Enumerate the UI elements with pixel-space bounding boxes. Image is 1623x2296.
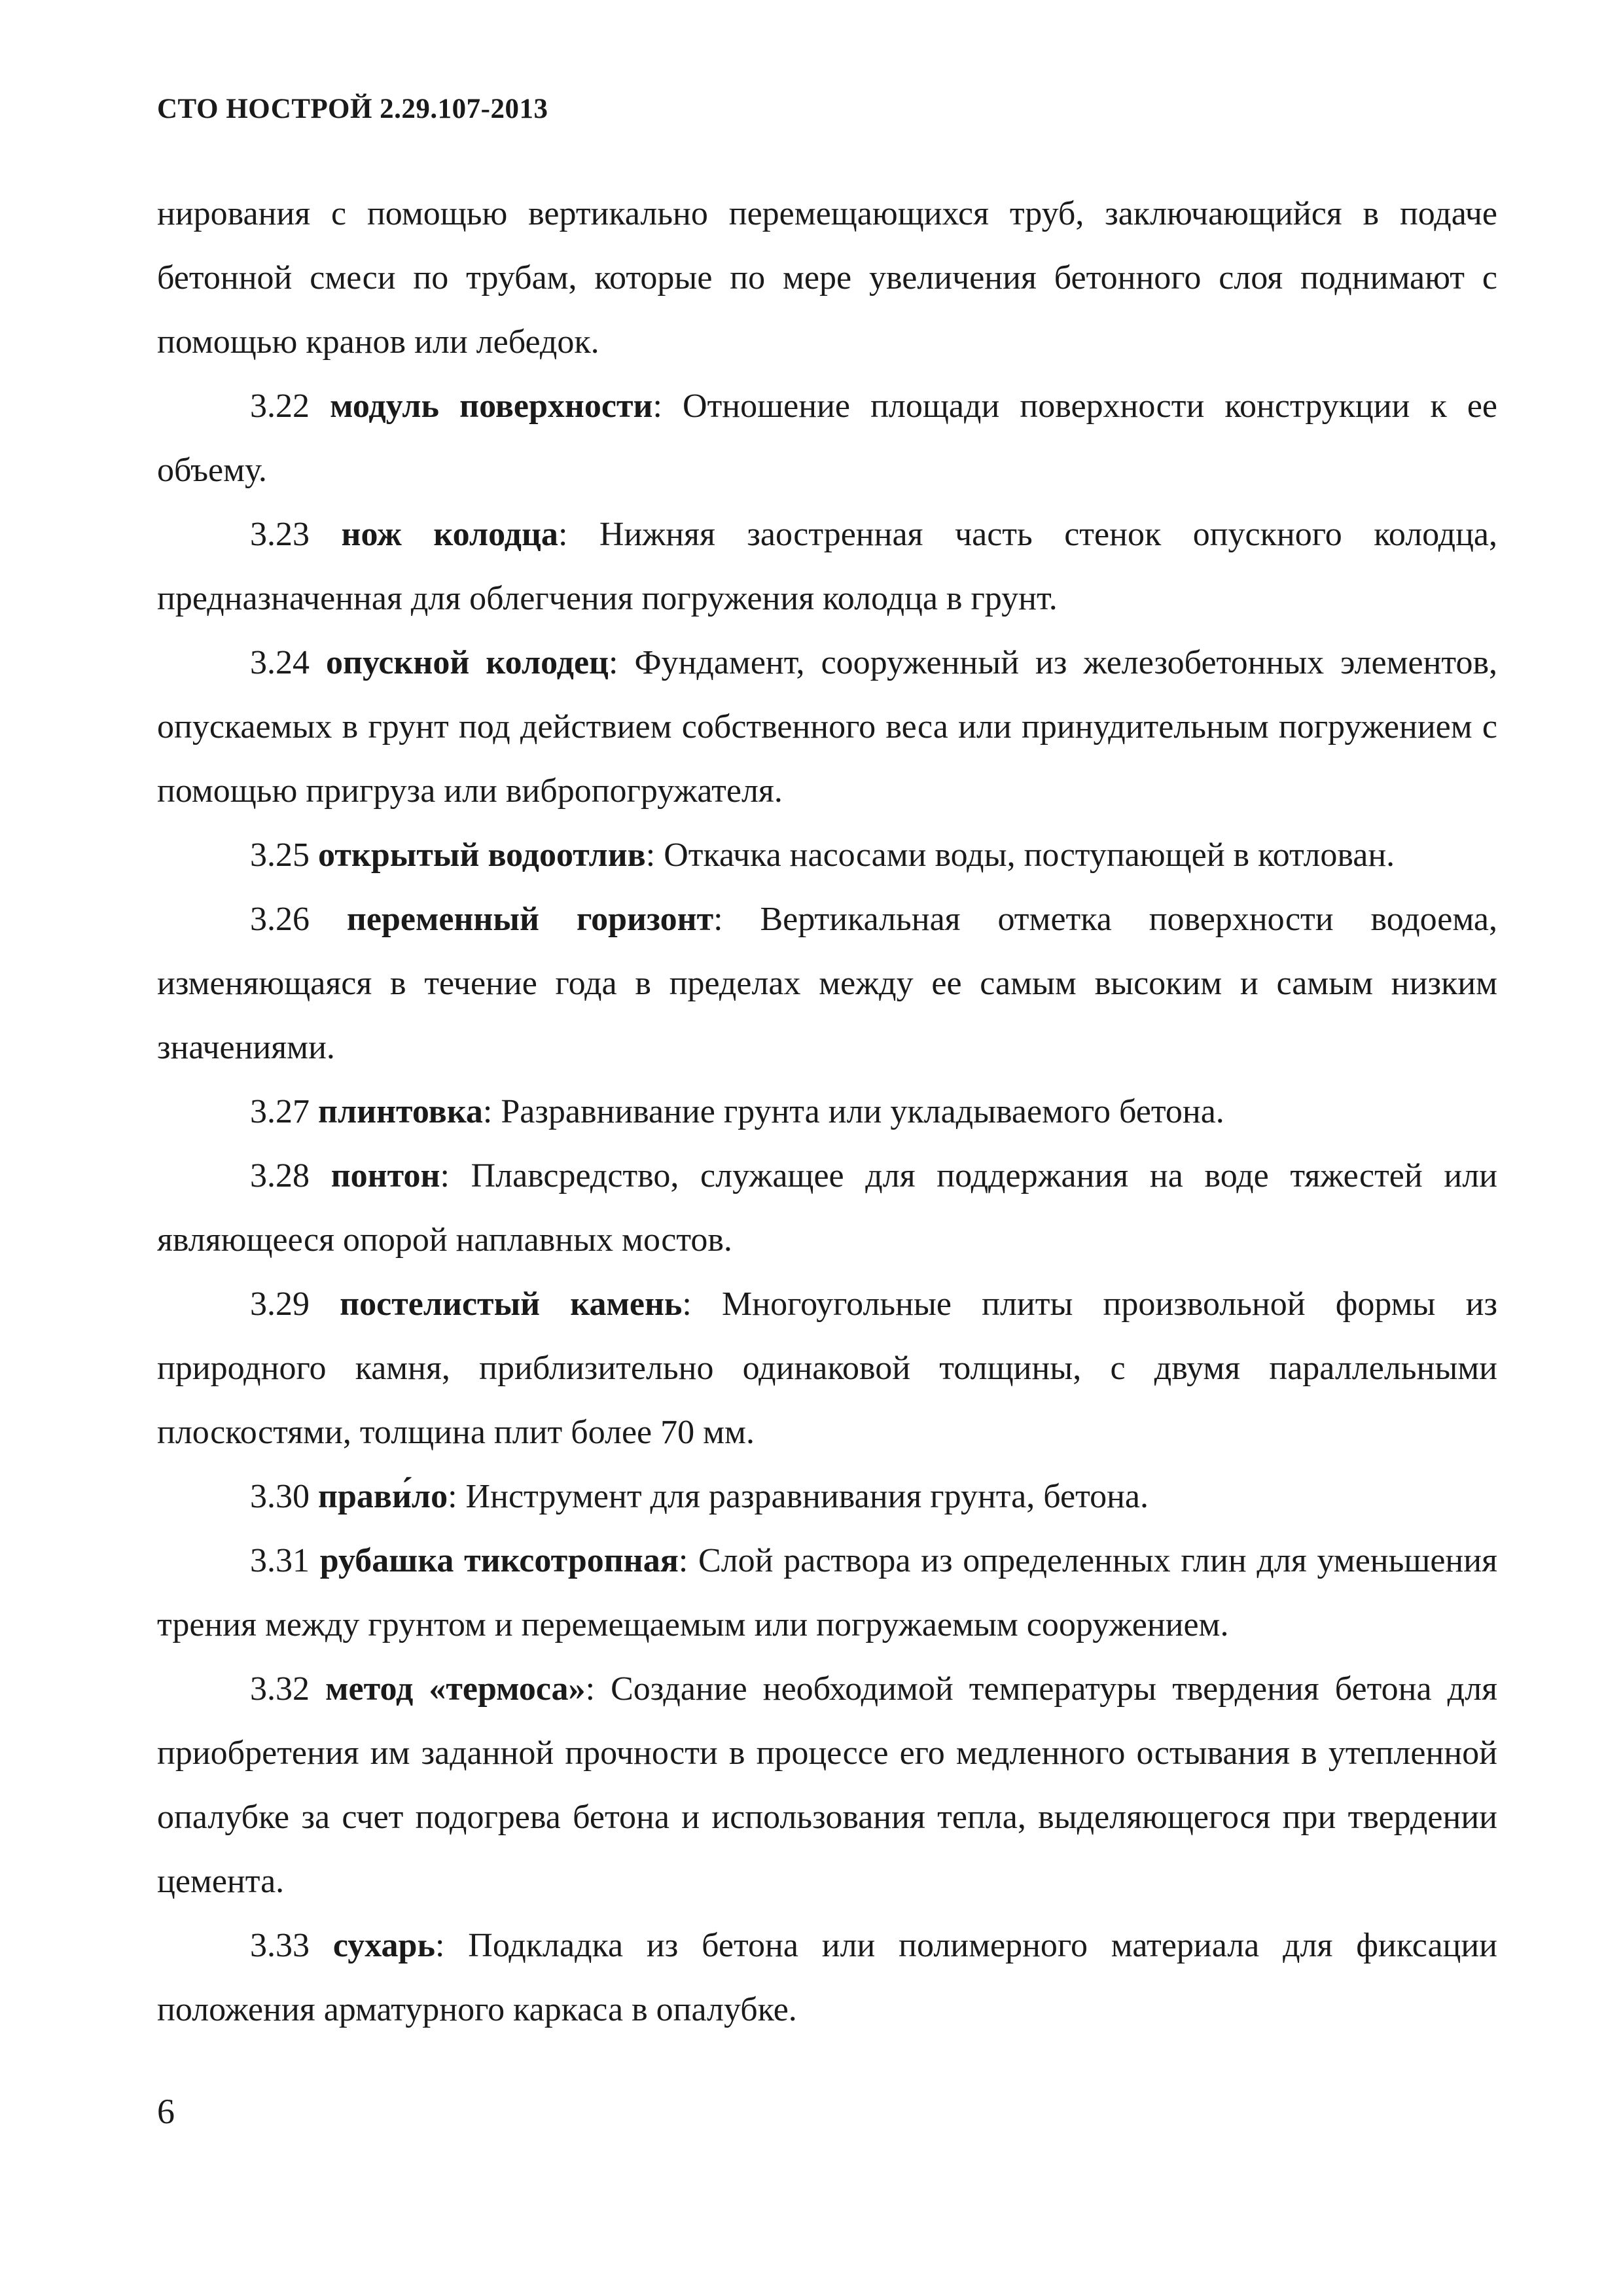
definition-3-33	[157, 1914, 1497, 2042]
definition-3-26	[157, 888, 1497, 1080]
definition-text: : Инструмент для разравнивания грунта, бетона.	[448, 1478, 1149, 1515]
definition-term: переменный горизонт	[346, 901, 714, 938]
definition-term: постелистый камень	[340, 1285, 683, 1323]
definition-number: 3.22	[250, 387, 310, 425]
definition-3-32	[157, 1657, 1497, 1914]
continuation-paragraph: нирования с помощью вертикально перемещающихся труб, заключающийся в подаче бетонной смеси по трубам, которые по мере увеличения бетонного слоя поднимают с помощью кранов или лебедок.	[157, 195, 1497, 361]
definition-term: рубашка тиксотропная	[319, 1542, 679, 1579]
definition-3-24	[157, 631, 1497, 823]
definition-term: прави́ло	[318, 1478, 448, 1515]
definition-term: нож колодца	[341, 516, 558, 553]
definition-3-29	[157, 1272, 1497, 1465]
definition-text: : Подкладка из бетона или полимерного материала для фиксации положения арматурного каркаса в опалубке.	[157, 1927, 1498, 2028]
definition-term: открытый водоотлив	[318, 836, 646, 874]
definition-number: 3.30	[250, 1478, 310, 1515]
definition-3-23	[157, 503, 1497, 631]
definition-text: : Плавсредство, служащее для поддержания на воде тяжестей или являющееся опорой наплавных мостов.	[157, 1157, 1498, 1259]
definition-term: опускной колодец	[326, 644, 609, 681]
definition-3-28	[157, 1144, 1497, 1272]
definition-term: плинтовка	[318, 1093, 483, 1130]
definition-number: 3.31	[250, 1542, 310, 1579]
definition-3-27	[157, 1080, 1497, 1144]
definition-text: : Разравнивание грунта или укладываемого бетона.	[482, 1093, 1224, 1130]
definition-term: понтон	[330, 1157, 440, 1194]
definition-number: 3.23	[250, 516, 310, 553]
definition-term: метод «термоса»	[325, 1670, 586, 1708]
definition-number: 3.24	[250, 644, 310, 681]
definition-3-22	[157, 374, 1497, 503]
definition-3-25	[157, 823, 1497, 888]
definition-term: модуль поверхности	[330, 387, 653, 425]
definition-text: : Откачка насосами воды, поступающей в котлован.	[645, 836, 1395, 874]
definition-3-31	[157, 1529, 1497, 1657]
definition-number: 3.28	[250, 1157, 310, 1194]
definition-number: 3.25	[250, 836, 310, 874]
definition-text: : Создание необходимой температуры твердения бетона для приобретения им заданной прочности в процессе его медленного остывания в утепленной опалубке за счет подогрева бетона и использования тепла, выделяющегося при твердении цемента.	[157, 1670, 1497, 1900]
definition-text: : Нижняя заостренная часть стенок опускного колодца, предназначенная для облегчения погружения колодца в грунт.	[157, 516, 1498, 617]
definition-number: 3.33	[250, 1927, 310, 1964]
definition-number: 3.32	[250, 1670, 310, 1708]
definition-number: 3.29	[250, 1285, 310, 1323]
definition-text: : Фундамент, сооруженный из железобетонных элементов, опускаемых в грунт под действием собственного веса или принудительным погружением с помощью пригруза или вибропогружателя.	[157, 644, 1498, 810]
page-number: 6	[157, 2092, 175, 2131]
definition-text: : Отношение площади поверхности конструкции к ее объему.	[157, 387, 1498, 489]
definition-3-30	[157, 1465, 1497, 1529]
definition-number: 3.26	[250, 901, 310, 938]
document-code-header: СТО НОСТРОЙ 2.29.107-2013	[157, 94, 548, 124]
definition-text: : Вертикальная отметка поверхности водоема, изменяющаяся в течение года в пределах между ее самым высоким и самым низким значениями.	[157, 901, 1498, 1066]
definition-number: 3.27	[250, 1093, 310, 1130]
page-body	[157, 182, 1497, 2042]
definition-text: : Многоугольные плиты произвольной формы из природного камня, приблизительно одинаковой толщины, с двумя параллельными плоскостями, толщина плит более 70 мм.	[157, 1285, 1497, 1451]
definition-text: : Слой раствора из определенных глин для уменьшения трения между грунтом и перемещаемым или погружаемым сооружением.	[157, 1542, 1498, 1643]
definition-term: сухарь	[332, 1927, 435, 1964]
